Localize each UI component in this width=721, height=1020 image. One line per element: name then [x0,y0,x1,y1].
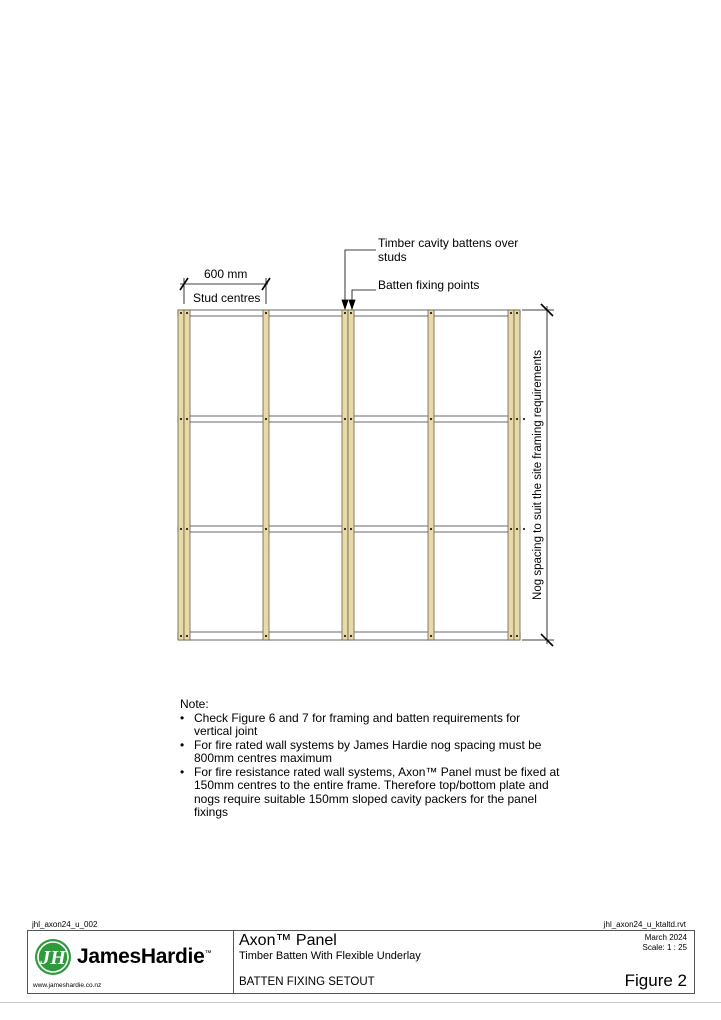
callout-battens-line2: studs [378,250,407,264]
callout-fixing: Batten fixing points [378,278,480,292]
stud-battens [178,310,520,640]
logo-text: JamesHardie™ [77,945,212,968]
svg-text:JH: JH [40,947,66,969]
note-item: • Check Figure 6 and 7 for framing and batten requirements for vertical joint [180,712,560,739]
figure-number: Figure 2 [624,971,687,990]
scale: Scale: 1 : 25 [642,943,687,952]
batten [178,310,184,640]
note-heading: Note: [180,697,209,711]
callout-leaders [342,250,376,309]
batten [514,310,520,640]
note-item: • For fire resistance rated wall systems, Axon™ Panel must be fixed at 150mm centres to the entire frame. Therefore top/bottom plate and nogs require suitable 150mm sloped cavity packers for the panel fixings [180,766,560,820]
note-item: • For fire rated wall systems by James Hardie nog spacing must be 800mm centres maximum [180,739,560,766]
drawing-title: BATTEN FIXING SETOUT [239,976,375,988]
stud-centres-label: Stud centres [193,291,261,305]
page-bottom-rule [0,1002,721,1003]
website: www.jameshardie.co.nz [33,982,102,989]
logo-panel [28,931,234,993]
date: March 2024 [644,933,687,942]
ref-right: jhl_axon24_u_ktaltd.rvt [603,920,686,929]
product-subtitle: Timber Batten With Flexible Underlay [239,950,421,962]
callout-battens-line1: Timber cavity battens over [378,236,519,250]
batten [342,310,348,640]
product-title: Axon™ Panel [239,932,337,949]
batten [263,310,269,640]
batten [348,310,354,640]
batten [428,310,434,640]
note-list [180,712,560,820]
dimension-label: 600 mm [204,267,248,281]
batten [184,310,190,640]
james-hardie-logo-icon [33,937,73,977]
ref-left: jhl_axon24_u_002 [32,920,98,929]
title-block [27,930,695,994]
nog-spacing-label: Nog spacing to suit the site framing requirements [532,350,544,600]
batten [508,310,514,640]
notes [180,698,560,820]
